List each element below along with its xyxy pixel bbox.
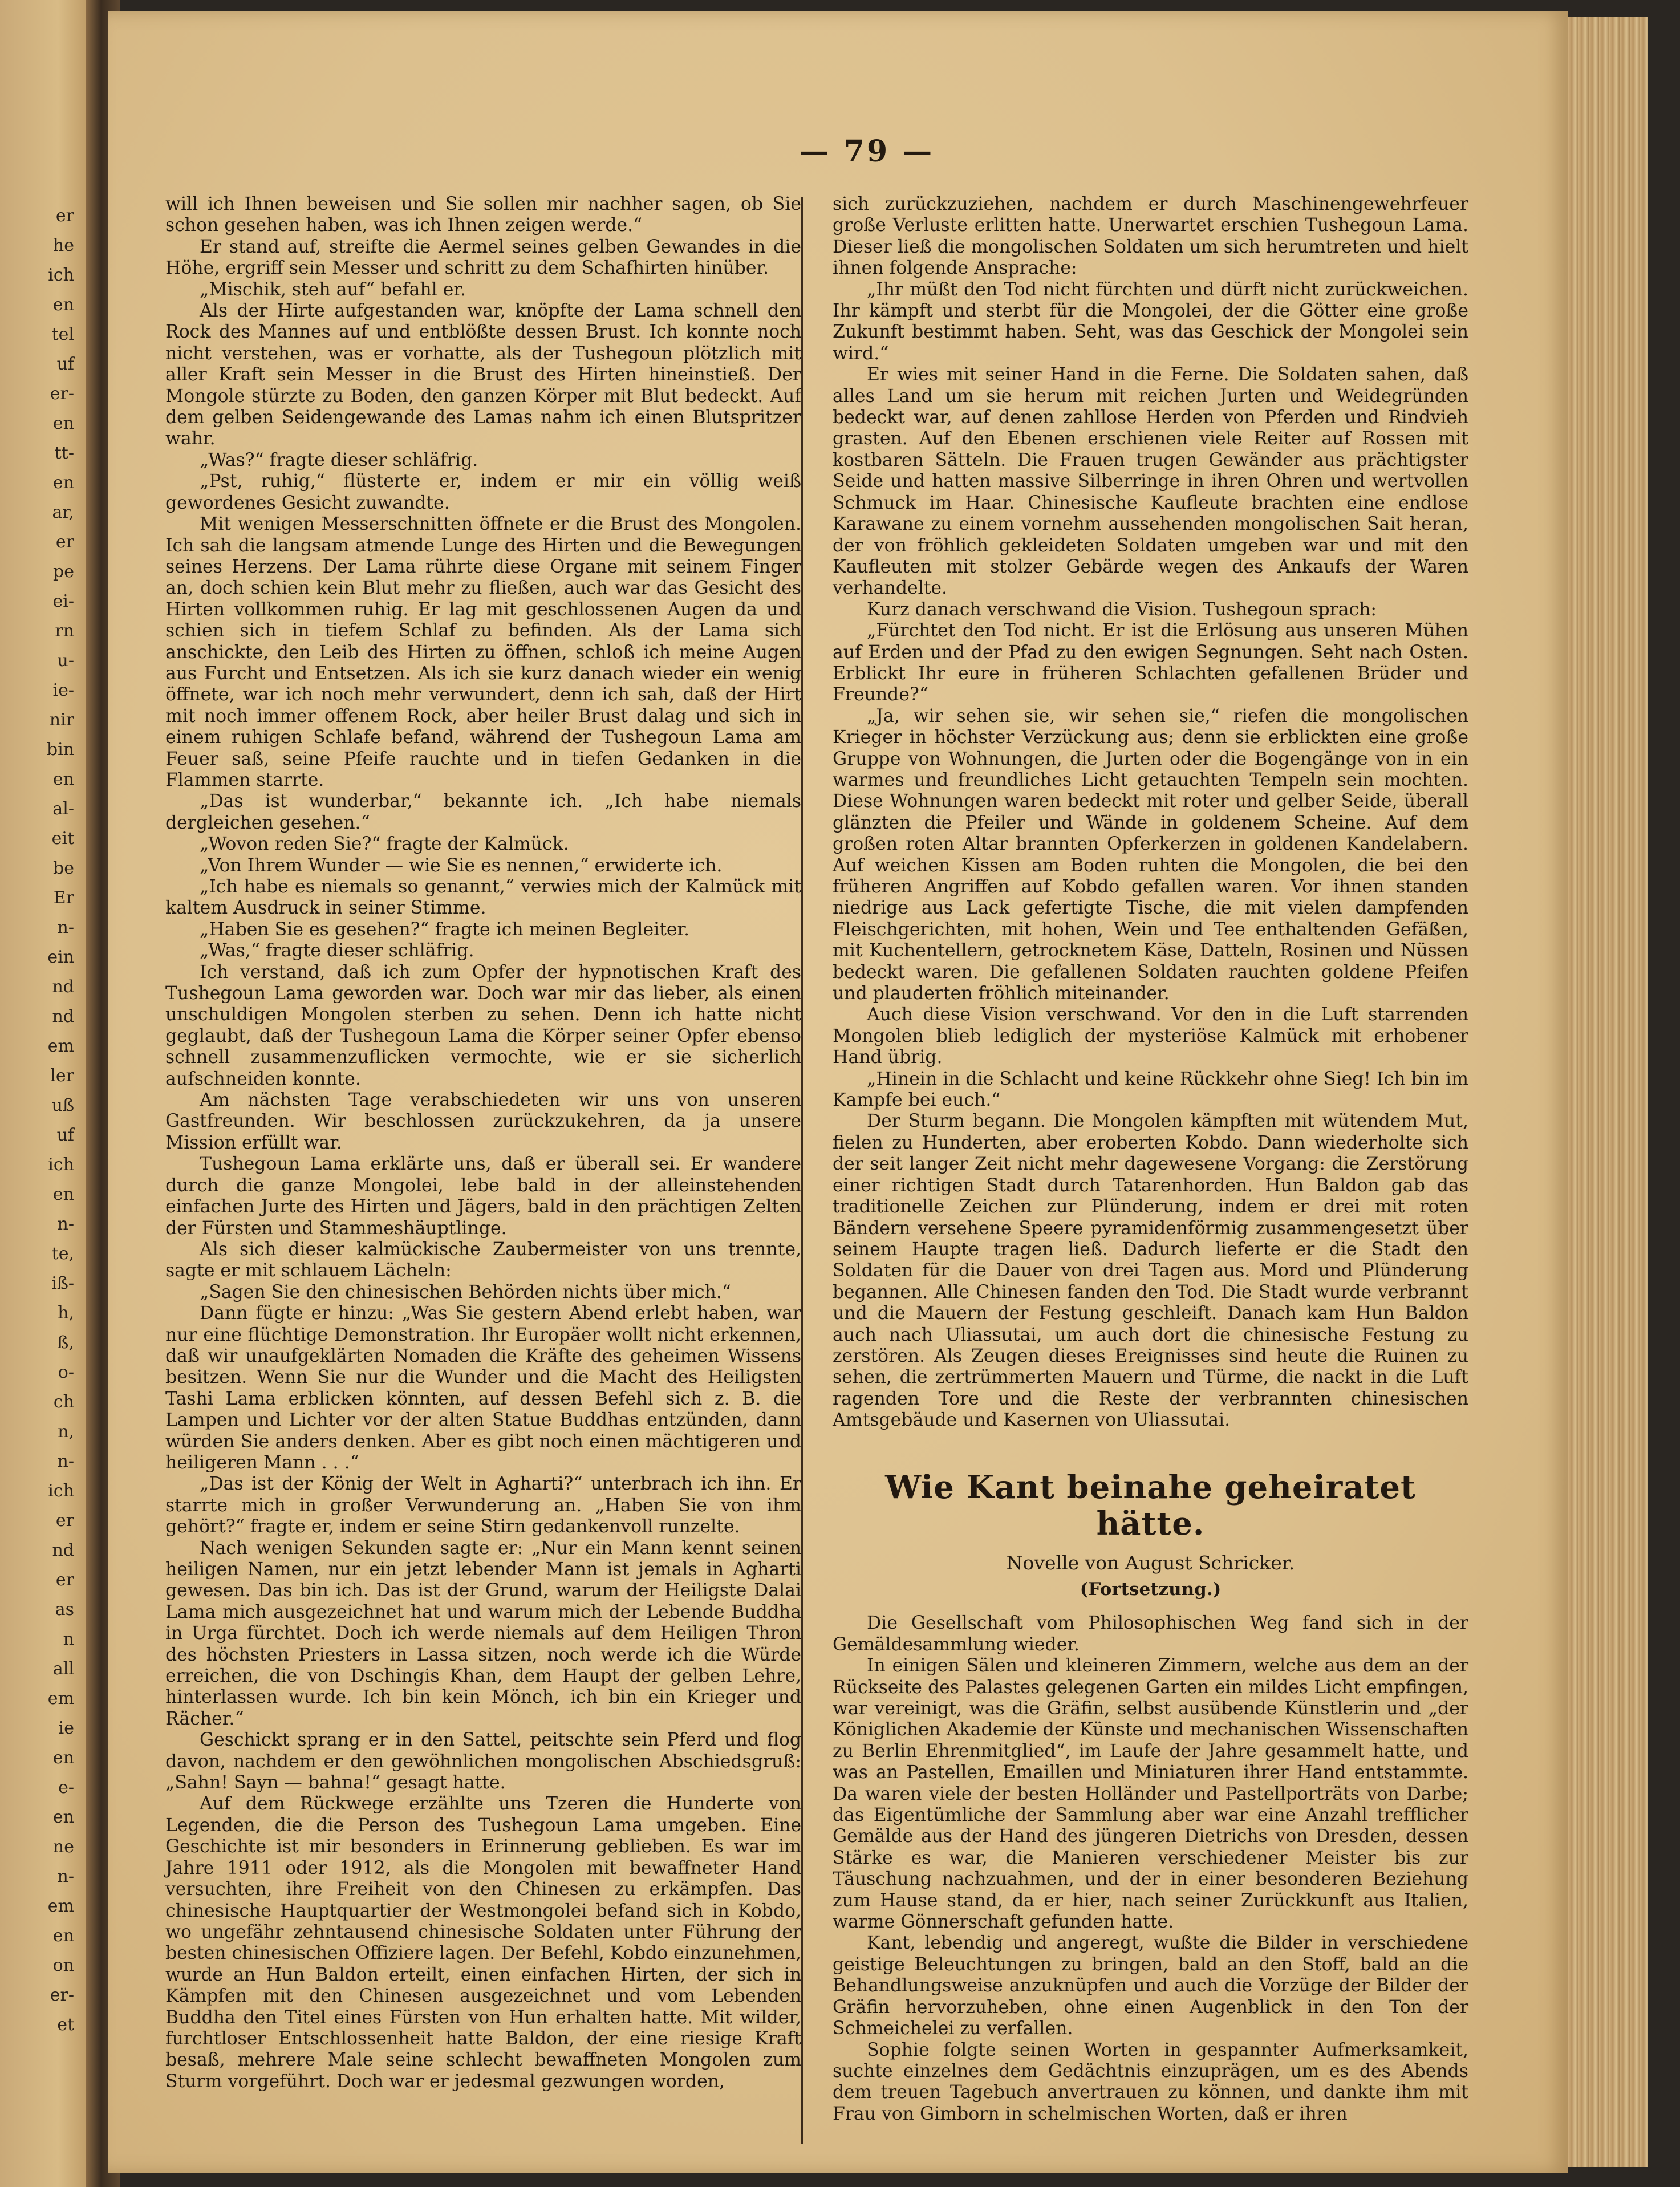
- margin-text-fragment: uß: [51, 1095, 74, 1115]
- margin-text-fragment: n-: [57, 1214, 74, 1234]
- text-paragraph: Auf dem Rückwege erzählte uns Tzeren die Hunderte von Legenden, die die Person des Tushegoun Lama umgeben. Eine Geschichte ist mir besonders in Erinnerung geblieben. Es war im Jahre 1911 oder 1912, als die Mongolen mit bewaffneter Hand versuchten, ihre Freiheit von den Chinesen zu erkämpfen. Das chinesische Hauptquartier der Westmongolei befand sich in Kobdo, wo ungefähr zehntausend chinesische Soldaten unter Führung der besten chinesischen Offiziere lagen. Der Befehl, Kobdo einzunehmen, wurde an Hun Baldon erteilt, einen einfachen Hirten, der sich in Kämpfen mit den Chinesen ausgezeichnet und vom Lebenden Buddha den Titel eines Fürsten von Hun erhalten hatte. Mit wilder, furchtloser Entschlossenheit hatte Baldon, der eine riesige Kraft besaß, mehrere Male seine schlecht bewaffneten Mongolen zum Sturm vorgeführt. Doch war er jedesmal gezwungen worden,: [165, 1794, 801, 2092]
- text-paragraph: Er stand auf, streifte die Aermel seines gelben Gewandes in die Höhe, ergriff sein Messer und schritt zu dem Schafhirten hinüber.: [165, 236, 801, 279]
- margin-text-fragment: n-: [57, 1451, 74, 1471]
- margin-text-fragment: en: [52, 1748, 74, 1768]
- margin-text-fragment: tt-: [54, 443, 74, 463]
- margin-text-fragment: eit: [51, 829, 74, 849]
- margin-text-fragment: en: [52, 769, 74, 789]
- text-paragraph: Dann fügte er hinzu: „Was Sie gestern Abend erlebt haben, war nur eine flüchtige Demonstration. Ihr Europäer wollt nicht erkennen, daß wir unaufgeklärten Nomaden die Kräfte des geheimen Wissens besitzen. Wenn Sie nur die Wunder und die Macht des Heiligsten Tashi Lama erblicken könnten, auf dessen Befehl sich z. B. die Lampen und Lichter vor der alten Statue Buddhas entzünden, dann würden Sie anders denken. Aber es gibt noch einen mächtigeren und heiligeren Mann . . .“: [165, 1303, 801, 1473]
- previous-page-edge: [0, 0, 97, 2187]
- margin-text-fragment: al-: [52, 799, 74, 819]
- text-paragraph: Nach wenigen Sekunden sagte er: „Nur ein Mann kennt seinen heiligen Namen, nur ein jetzt lebender Mann ist jemals in Agharti gewesen. Das bin ich. Das ist der Grund, warum der Heiligste Dalai Lama mich ausgezeichnet hat und warum mich der Lebende Buddha in Urga fürchtet. Doch ich werde niemals auf dem Heiligen Thron des höchsten Priesters in Lassa sitzen, noch werde ich die Würde erreichen, die von Dschingis Khan, dem Haupt der gelben Lehre, hinterlassen wurde. Ich bin kein Mönch, ich bin ein Krieger und Rächer.“: [165, 1537, 801, 1729]
- text-paragraph: „Hinein in die Schlacht und keine Rückkehr ohne Sieg! Ich bin im Kampfe bei euch.“: [833, 1068, 1468, 1111]
- margin-text-fragment: bin: [46, 740, 74, 760]
- magazine-page: [108, 11, 1568, 2173]
- story-byline: Novelle von August Schricker.: [1006, 1551, 1295, 1574]
- column-divider: [801, 197, 803, 2144]
- margin-text-fragment: ar,: [52, 502, 74, 522]
- page-number: — 79 —: [799, 134, 935, 169]
- text-paragraph: „Wovon reden Sie?“ fragte der Kalmück.: [200, 834, 569, 855]
- margin-text-fragment: ler: [50, 1066, 74, 1086]
- margin-text-fragment: pe: [53, 562, 74, 582]
- margin-text-fragment: ich: [48, 265, 74, 285]
- margin-text-fragment: n,: [58, 1422, 74, 1442]
- margin-text-fragment: be: [53, 858, 74, 878]
- text-paragraph: Als der Hirte aufgestanden war, knöpfte der Lama schnell den Rock des Mannes auf und entblößte dessen Brust. Ich konnte noch nicht verstehen, was er vorhatte, als der Tushegoun plötzlich mit aller Kraft sein Messer in die Brust des Hirten hineinstieß. Der Mongole stürzte zu Boden, den ganzen Körper mit Blut bedeckt. Auf dem gelben Seidengewande des Lamas nahm ich einen Blutspritzer wahr.: [165, 301, 801, 449]
- margin-text-fragment: te,: [51, 1244, 74, 1264]
- margin-text-fragment: en: [52, 1184, 74, 1204]
- margin-text-fragment: nd: [52, 1540, 74, 1560]
- margin-text-fragment: rn: [55, 621, 74, 641]
- margin-text-fragment: on: [52, 1955, 74, 1975]
- margin-text-fragment: en: [52, 473, 74, 493]
- text-paragraph: „Das ist der König der Welt in Agharti?“ unterbrach ich ihn. Er starrte mich in großer Verwunderung an. „Haben Sie von ihm gehört?“ fragte er, indem er seine Stirn gedankenvoll runzelte.: [165, 1474, 801, 1537]
- margin-text-fragment: ne: [52, 1837, 74, 1857]
- text-paragraph: „Pst, ruhig,“ flüsterte er, indem er mir ein völlig weiß gewordenes Gesicht zuwandte.: [165, 471, 801, 513]
- text-paragraph: Tushegoun Lama erklärte uns, daß er überall sei. Er wandere durch die ganze Mongolei, lebe bald in der alleinstehenden einfachen Jurte des Hirten und Jägers, bald in den prächtigen Zelten der Fürsten und Stammeshäuptlinge.: [165, 1154, 801, 1239]
- margin-text-fragment: en: [52, 1807, 74, 1827]
- text-paragraph: Der Sturm begann. Die Mongolen kämpften mit wütendem Mut, fielen zu Hunderten, aber eroberten Kobdo. Dann wiederholte sich der seit langer Zeit nicht mehr dagewesene Vorgang: die Zerstörung einer richtigen Stadt durch Tatarenhorden. Hun Baldon gab das traditionelle Zeichen zur Plünderung, indem er drei mit roten Bändern versehene Speere pyramidenförmig zusammengesetzt über seinem Haupte tragen ließ. Dadurch lieferte er die Stadt den Soldaten für die Dauer von drei Tagen aus. Mord und Plünderung begannen. Alle Chinesen fanden den Tod. Die Stadt wurde verbrannt und die Mauern der Festung geschleift. Danach kam Hun Baldon auch nach Uliassutai, um auch dort die chinesische Festung zu zerstören. Als Zeugen dieses Ereignisses sind heute die Ruinen zu sehen, die zertrümmerten Mauern und Türme, die nackt in die Luft ragenden Tore und die Reste der verbrannten chinesischen Amtsgebäude und Kasernen von Uliassutai.: [833, 1111, 1468, 1431]
- text-paragraph: Er wies mit seiner Hand in die Ferne. Die Soldaten sahen, daß alles Land um sie herum mit reichen Jurten und Weidegründen bedeckt war, auf denen zahllose Herden von Pferden und Rindvieh grasten. Auf den Ebenen erschienen viele Reiter auf Rossen mit kostbaren Sätteln. Die Frauen trugen Gewänder aus prächtigster Seide und hatten massive Silberringe in ihren Ohren und wertvollen Schmuck im Haar. Chinesische Kaufleute brachten eine endlose Karawane zu einem vornehm aussehenden mongolischen Sait heran, der von fröhlich gekleideten Soldaten umgeben war und mit den Kaufleuten mit stolzer Gebärde wegen des Ankaufs der Waren verhandelte.: [833, 364, 1468, 599]
- margin-text-fragment: e-: [58, 1778, 74, 1798]
- text-paragraph: Ich verstand, daß ich zum Opfer der hypnotischen Kraft des Tushegoun Lama geworden war. Doch war mir das lieber, als einen unschuldigen Mongolen sterben zu sehen. Denn ich hatte nicht geglaubt, daß der Tushegoun Lama die Körper seiner Opfer ebenso schnell zusammenzuflicken vermochte, wie er sie sicherlich aufschneiden konnte.: [165, 961, 801, 1089]
- article-continuation: [833, 194, 1468, 1431]
- margin-text-fragment: n: [63, 1629, 74, 1649]
- margin-text-fragment: ich: [48, 1155, 74, 1175]
- text-paragraph: sich zurückzuziehen, nachdem er durch Maschinengewehrfeuer große Verluste erlitten hatte. Unerwartet erschien Tushegoun Lama. Dieser ließ die mongolischen Soldaten um sich herumtreten und hielt ihnen folgende Ansprache:: [833, 194, 1468, 279]
- margin-text-fragment: nd: [52, 1007, 74, 1026]
- margin-text-fragment: en: [52, 295, 74, 315]
- margin-text-fragment: et: [57, 2015, 74, 2035]
- margin-text-fragment: em: [47, 1036, 74, 1056]
- margin-text-fragment: Er: [53, 888, 74, 908]
- text-paragraph: „Das ist wunderbar,“ bekannte ich. „Ich habe niemals dergleichen gesehen.“: [165, 791, 801, 833]
- text-paragraph: Kurz danach verschwand die Vision. Tushegoun sprach:: [867, 599, 1377, 620]
- margin-text-fragment: ich: [48, 1481, 74, 1501]
- margin-text-fragment: er: [55, 1570, 74, 1590]
- text-paragraph: „Ich habe es niemals so genannt,“ verwies mich der Kalmück mit kaltem Ausdruck in seiner Stimme.: [165, 877, 801, 919]
- text-paragraph: Am nächsten Tage verabschiedeten wir uns von unseren Gastfreunden. Wir beschlossen zurückzukehren, da ja unsere Mission erfüllt war.: [165, 1090, 801, 1153]
- text-paragraph: „Was?“ fragte dieser schläfrig.: [200, 449, 478, 470]
- text-paragraph: „Mischik, steh auf“ befahl er.: [200, 279, 466, 300]
- margin-text-fragment: uf: [56, 1125, 74, 1145]
- margin-text-fragment: en: [52, 413, 74, 433]
- story-body: [833, 1613, 1468, 2125]
- margin-text-fragment: er: [55, 532, 74, 552]
- margin-text-fragment: all: [52, 1659, 74, 1679]
- margin-text-fragment: nir: [49, 710, 74, 730]
- text-paragraph: „Sagen Sie den chinesischen Behörden nichts über mich.“: [200, 1281, 731, 1303]
- margin-text-fragment: uf: [56, 354, 74, 374]
- margin-text-fragment: er: [55, 206, 74, 226]
- margin-text-fragment: h,: [58, 1303, 74, 1323]
- text-paragraph: Die Gesellschaft vom Philosophischen Weg fand sich in der Gemäldesammlung wieder.: [833, 1613, 1468, 1655]
- margin-text-fragment: em: [47, 1896, 74, 1916]
- margin-text-fragment: ß,: [57, 1333, 74, 1353]
- margin-text-fragment: er: [55, 1511, 74, 1531]
- margin-text-fragment: as: [55, 1600, 74, 1620]
- text-paragraph: Sophie folgte seinen Worten in gespannter Aufmerksamkeit, suchte einzelnes dem Gedächtnis einzuprägen, um es des Abends dem treuen Tagebuch anvertrauen zu können, und dankte ihm mit Frau von Gimborn in schelmischen Worten, daß er ihren: [833, 2039, 1468, 2124]
- margin-text-fragment: ie: [58, 1718, 74, 1738]
- margin-text-fragment: ie-: [52, 680, 74, 700]
- margin-text-fragment: em: [47, 1689, 74, 1709]
- text-paragraph: In einigen Sälen und kleineren Zimmern, welche aus dem an der Rückseite des Palastes gelegenen Garten ein mildes Licht empfingen, war vereinigt, was die Gräfin, selbst ausübende Künstlerin und „der Königlichen Akademie der Künste und mechanischen Wissenschaften zu Berlin Ehrenmitglied“, im Laufe der Jahre gesammelt hatte, und was an Pastellen, Emaillen und Miniaturen ihrer Hand entstammte. Da waren viele der besten Holländer und Pastellporträts von Darbe; das Eigentümliche der Sammlung aber war eine Anzahl trefflicher Gemälde aus der Hand des jüngeren Dietrichs von Dresden, dessen Stärke es war, die Manieren verschiedener Meister bis zur Täuschung nachzuahmen, und der in einer besonderen Beziehung zum Hause stand, da er hier, nach seiner Zurückkunft aus Italien, warme Gönnerschaft gefunden hatte.: [833, 1656, 1468, 1933]
- text-paragraph: will ich Ihnen beweisen und Sie sollen mir nachher sagen, ob Sie schon gesehen haben, was ich Ihnen zeigen werde.“: [165, 194, 801, 236]
- text-paragraph: Mit wenigen Messerschnitten öffnete er die Brust des Mongolen. Ich sah die langsam atmende Lunge des Hirten und die Bewegungen seines Herzens. Der Lama rührte diese Organe mit seinem Finger an, doch schien kein Blut mehr zu fließen, auch war das Gesicht des Hirten vollkommen ruhig. Er lag mit geschlossenen Augen da und schien sich in tiefem Schlaf zu befinden. Als der Lama sich anschickte, den Leib des Hirten zu öffnen, schloß ich meine Augen aus Furcht und Entsetzen. Als ich sie kurz danach wieder ein wenig öffnete, war ich noch mehr verwundert, denn ich sah, daß der Hirt mit noch immer offenem Rock, aber heiler Brust dalag und sich in einem ruhigen Schlafe befand, während der Tushegoun Lama am Feuer saß, seine Pfeife rauchte und in tiefen Gedanken in die Flammen starrte.: [165, 514, 801, 790]
- margin-text-fragment: nd: [52, 977, 74, 997]
- text-paragraph: „Haben Sie es gesehen?“ fragte ich meinen Begleiter.: [200, 919, 690, 940]
- text-paragraph: Auch diese Vision verschwand. Vor den in die Luft starrenden Mongolen blieb lediglich der mysteriöse Kalmück mit erhobener Hand übrig.: [833, 1004, 1468, 1068]
- margin-text-fragment: er-: [50, 1985, 74, 2005]
- right-text-column: [833, 194, 1468, 2125]
- story-title: Wie Kant beinahe geheiratet hätte.: [885, 1468, 1416, 1543]
- margin-text-fragment: n-: [57, 1867, 74, 1886]
- text-paragraph: „Was,“ fragte dieser schläfrig.: [200, 940, 474, 961]
- margin-text-fragment: n-: [57, 918, 74, 938]
- text-paragraph: Kant, lebendig und angeregt, wußte die Bilder in verschiedene geistige Beleuchtungen zu bringen, bald an den Stoff, bald an die Behandlungsweise anzuknüpfen und auch die Vorzüge der Bilder der Gräfin hervorzuheben, ohne einen Augenblick in den Ton der Schmeichelei zu verfallen.: [833, 1933, 1468, 2039]
- page-stack-edges: [1568, 17, 1648, 2167]
- margin-text-fragment: en: [52, 1926, 74, 1946]
- text-paragraph: „Ihr müßt den Tod nicht fürchten und dürft nicht zurückweichen. Ihr kämpft und sterbt für die Mongolei, der die Götter eine große Zukunft bestimmt haben. Seht, was das Geschick der Mongolei sein wird.“: [833, 279, 1468, 364]
- text-paragraph: „Von Ihrem Wunder — wie Sie es nennen,“ erwiderte ich.: [200, 855, 723, 876]
- margin-text-fragment: he: [52, 236, 74, 255]
- margin-text-fragment: tel: [51, 324, 74, 344]
- text-paragraph: Geschickt sprang er in den Sattel, peitschte sein Pferd und flog davon, nachdem er den gewöhnlichen mongolischen Abschiedsgruß: „Sahn! Sayn — bahna!“ gesagt hatte.: [165, 1730, 801, 1794]
- text-paragraph: Als sich dieser kalmückische Zaubermeister von uns trennte, sagte er mit schlauem Lächeln:: [165, 1239, 801, 1281]
- margin-text-fragment: er-: [50, 384, 74, 404]
- text-paragraph: „Fürchtet den Tod nicht. Er ist die Erlösung aus unseren Mühen auf Erden und der Pfad zu den ewigen Segnungen. Seht nach Osten. Erblickt Ihr eure in früheren Schlachten gefallenen Brüder und Freunde?“: [833, 620, 1468, 705]
- margin-text-fragment: ch: [53, 1392, 74, 1412]
- margin-text-fragment: u-: [57, 651, 74, 671]
- margin-text-fragment: ei-: [52, 591, 74, 611]
- margin-text-fragment: iß-: [51, 1273, 74, 1293]
- left-text-column: [165, 194, 801, 2092]
- margin-text-fragment: o-: [58, 1362, 74, 1382]
- text-paragraph: „Ja, wir sehen sie, wir sehen sie,“ riefen die mongolischen Krieger in höchster Verzückung aus; denn sie erblickten eine große Gruppe von Wohnungen, die Jurten oder die Bogengänge von in ein warmes und freundliches Licht getauchten Tempeln sein mochten. Diese Wohnungen waren bedeckt mit roter und gelber Seide, überall glänzten die Pfeiler und Wände in goldenem Scheine. Auf dem großen roten Altar brannten Opferkerzen in goldenen Kandelabern. Auf weichen Kissen am Boden ruhten die Mongolen, die bei den früheren Angriffen auf Kobdo gefallen waren. Vor ihnen standen niedrige aus Lack gefertigte Tische, die mit vielen dampfenden Fleischgerichten, mit hohen, Wein und Tee enthaltenden Gefäßen, mit Kuchentellern, getrocknetem Käse, Datteln, Rosinen und Nüssen bedeckt waren. Die gefallenen Soldaten rauchten goldene Pfeifen und plauderten fröhlich miteinander.: [833, 705, 1468, 1004]
- story-continuation-note: (Fortsetzung.): [1080, 1579, 1222, 1600]
- margin-text-fragment: ein: [47, 947, 74, 967]
